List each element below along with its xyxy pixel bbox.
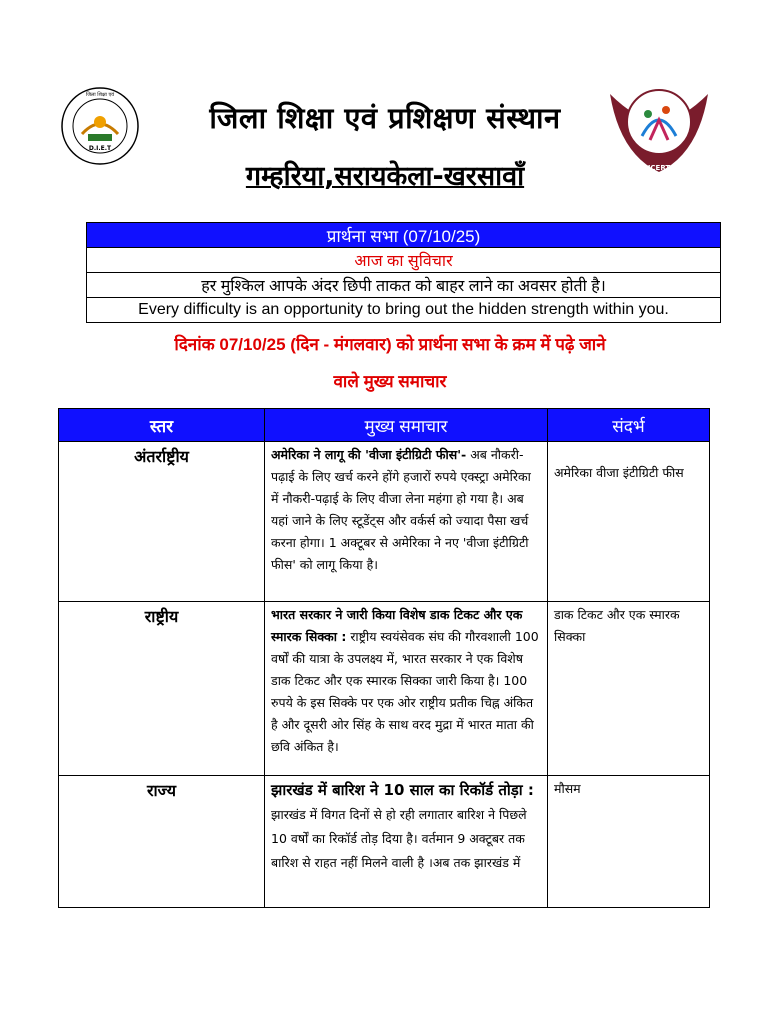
notice-line-1: दिनांक 07/10/25 (दिन - मंगलवार) को प्रार्थना सभा के क्रम में पढ़े जाने	[174, 335, 606, 354]
news-table-header-row	[59, 409, 710, 442]
thought-subheading: आज का सुविचार	[87, 248, 721, 273]
notice-line-2: वाले मुख्य समाचार	[333, 372, 447, 391]
row-level: अंतर्राष्ट्रीय	[59, 442, 265, 602]
news-body: राष्ट्रीय स्वयंसेवक संघ की गौरवशाली 100 वर्षों की यात्रा के उपलक्ष्य में, भारत सरकार ने एक विशेष डाक टिकट और एक स्मारक सिक्का जारी किया है। 100 रुपये के इस सिक्के पर एक ओर राष्ट्रीय प्रतीक चिह्न अंकित है और दूसरी ओर सिंह के साथ वरद मुद्रा में भारत माता की छवि अंकित है।	[271, 629, 539, 754]
reference-text: अमेरिका वीजा इंटीग्रिटी फीस	[554, 465, 684, 480]
thought-hindi: हर मुश्किल आपके अंदर छिपी ताकत को बाहर लाने का अवसर होती है।	[87, 273, 721, 298]
table-row	[59, 442, 710, 602]
thought-english: Every difficulty is an opportunity to bring out the hidden strength within you.	[87, 298, 721, 323]
news-headline: झारखंड में बारिश ने 10 साल का रिकॉर्ड तोड़ा :	[271, 781, 534, 799]
news-headline: भारत सरकार ने जारी किया विशेष डाक टिकट और एक स्मारक सिक्का :	[271, 607, 523, 644]
svg-text:जिला शिक्षा एवं: जिला शिक्षा एवं	[86, 92, 114, 98]
header-news: मुख्य समाचार	[265, 409, 548, 442]
news-headline: अमेरिका ने लागू की 'वीजा इंटीग्रिटी फीस'-	[271, 447, 467, 462]
header-level: स्तर	[59, 409, 265, 442]
news-notice	[60, 326, 720, 400]
row-level: राज्य	[59, 776, 265, 908]
institute-location: गम्हरिया,सरायकेला-खरसावाँ	[245, 161, 525, 192]
row-news	[265, 602, 548, 776]
diet-logo-center-text: D.I.E.T	[88, 145, 112, 152]
news-body: झारखंड में विगत दिनों से हो रही लगातार बारिश ने पिछले 10 वर्षों का रिकॉर्ड तोड़ दिया है। वर्तमान 9 अक्टूबर तक बारिश से राहत नहीं मिलने वाली है ।अब तक झारखंड में	[271, 807, 527, 870]
row-news	[265, 776, 548, 908]
row-reference: मौसम	[548, 776, 710, 908]
row-level: राष्ट्रीय	[59, 602, 265, 776]
table-row	[59, 776, 710, 908]
news-table	[58, 408, 710, 908]
row-news	[265, 442, 548, 602]
table-row	[59, 602, 710, 776]
row-reference	[548, 442, 710, 602]
diet-logo	[60, 86, 140, 166]
thought-table	[86, 222, 721, 323]
jcert-logo-text: JCERT	[647, 164, 671, 172]
news-body: अब नौकरी-पढ़ाई के लिए खर्च करने होंगे हजारों रुपये एक्स्ट्रा अमेरिका में नौकरी-पढ़ाई के लिए वीजा लेना महंगा हो गया है। अब यहां जाने के लिए स्टूडेंट्स और वर्कर्स को ज्यादा पैसा खर्च करना होगा। 1 अक्टूबर से अमेरिका ने नए 'वीजा इंटीग्रिटी फीस' को लागू किया है।	[271, 447, 531, 572]
institute-title: जिला शिक्षा एवं प्रशिक्षण संस्थान	[209, 101, 561, 135]
row-reference: डाक टिकट और एक स्मारक सिक्का	[548, 602, 710, 776]
jcert-logo	[606, 84, 712, 176]
header-reference: संदर्भ	[548, 409, 710, 442]
prayer-assembly-heading: प्रार्थना सभा (07/10/25)	[87, 223, 721, 248]
